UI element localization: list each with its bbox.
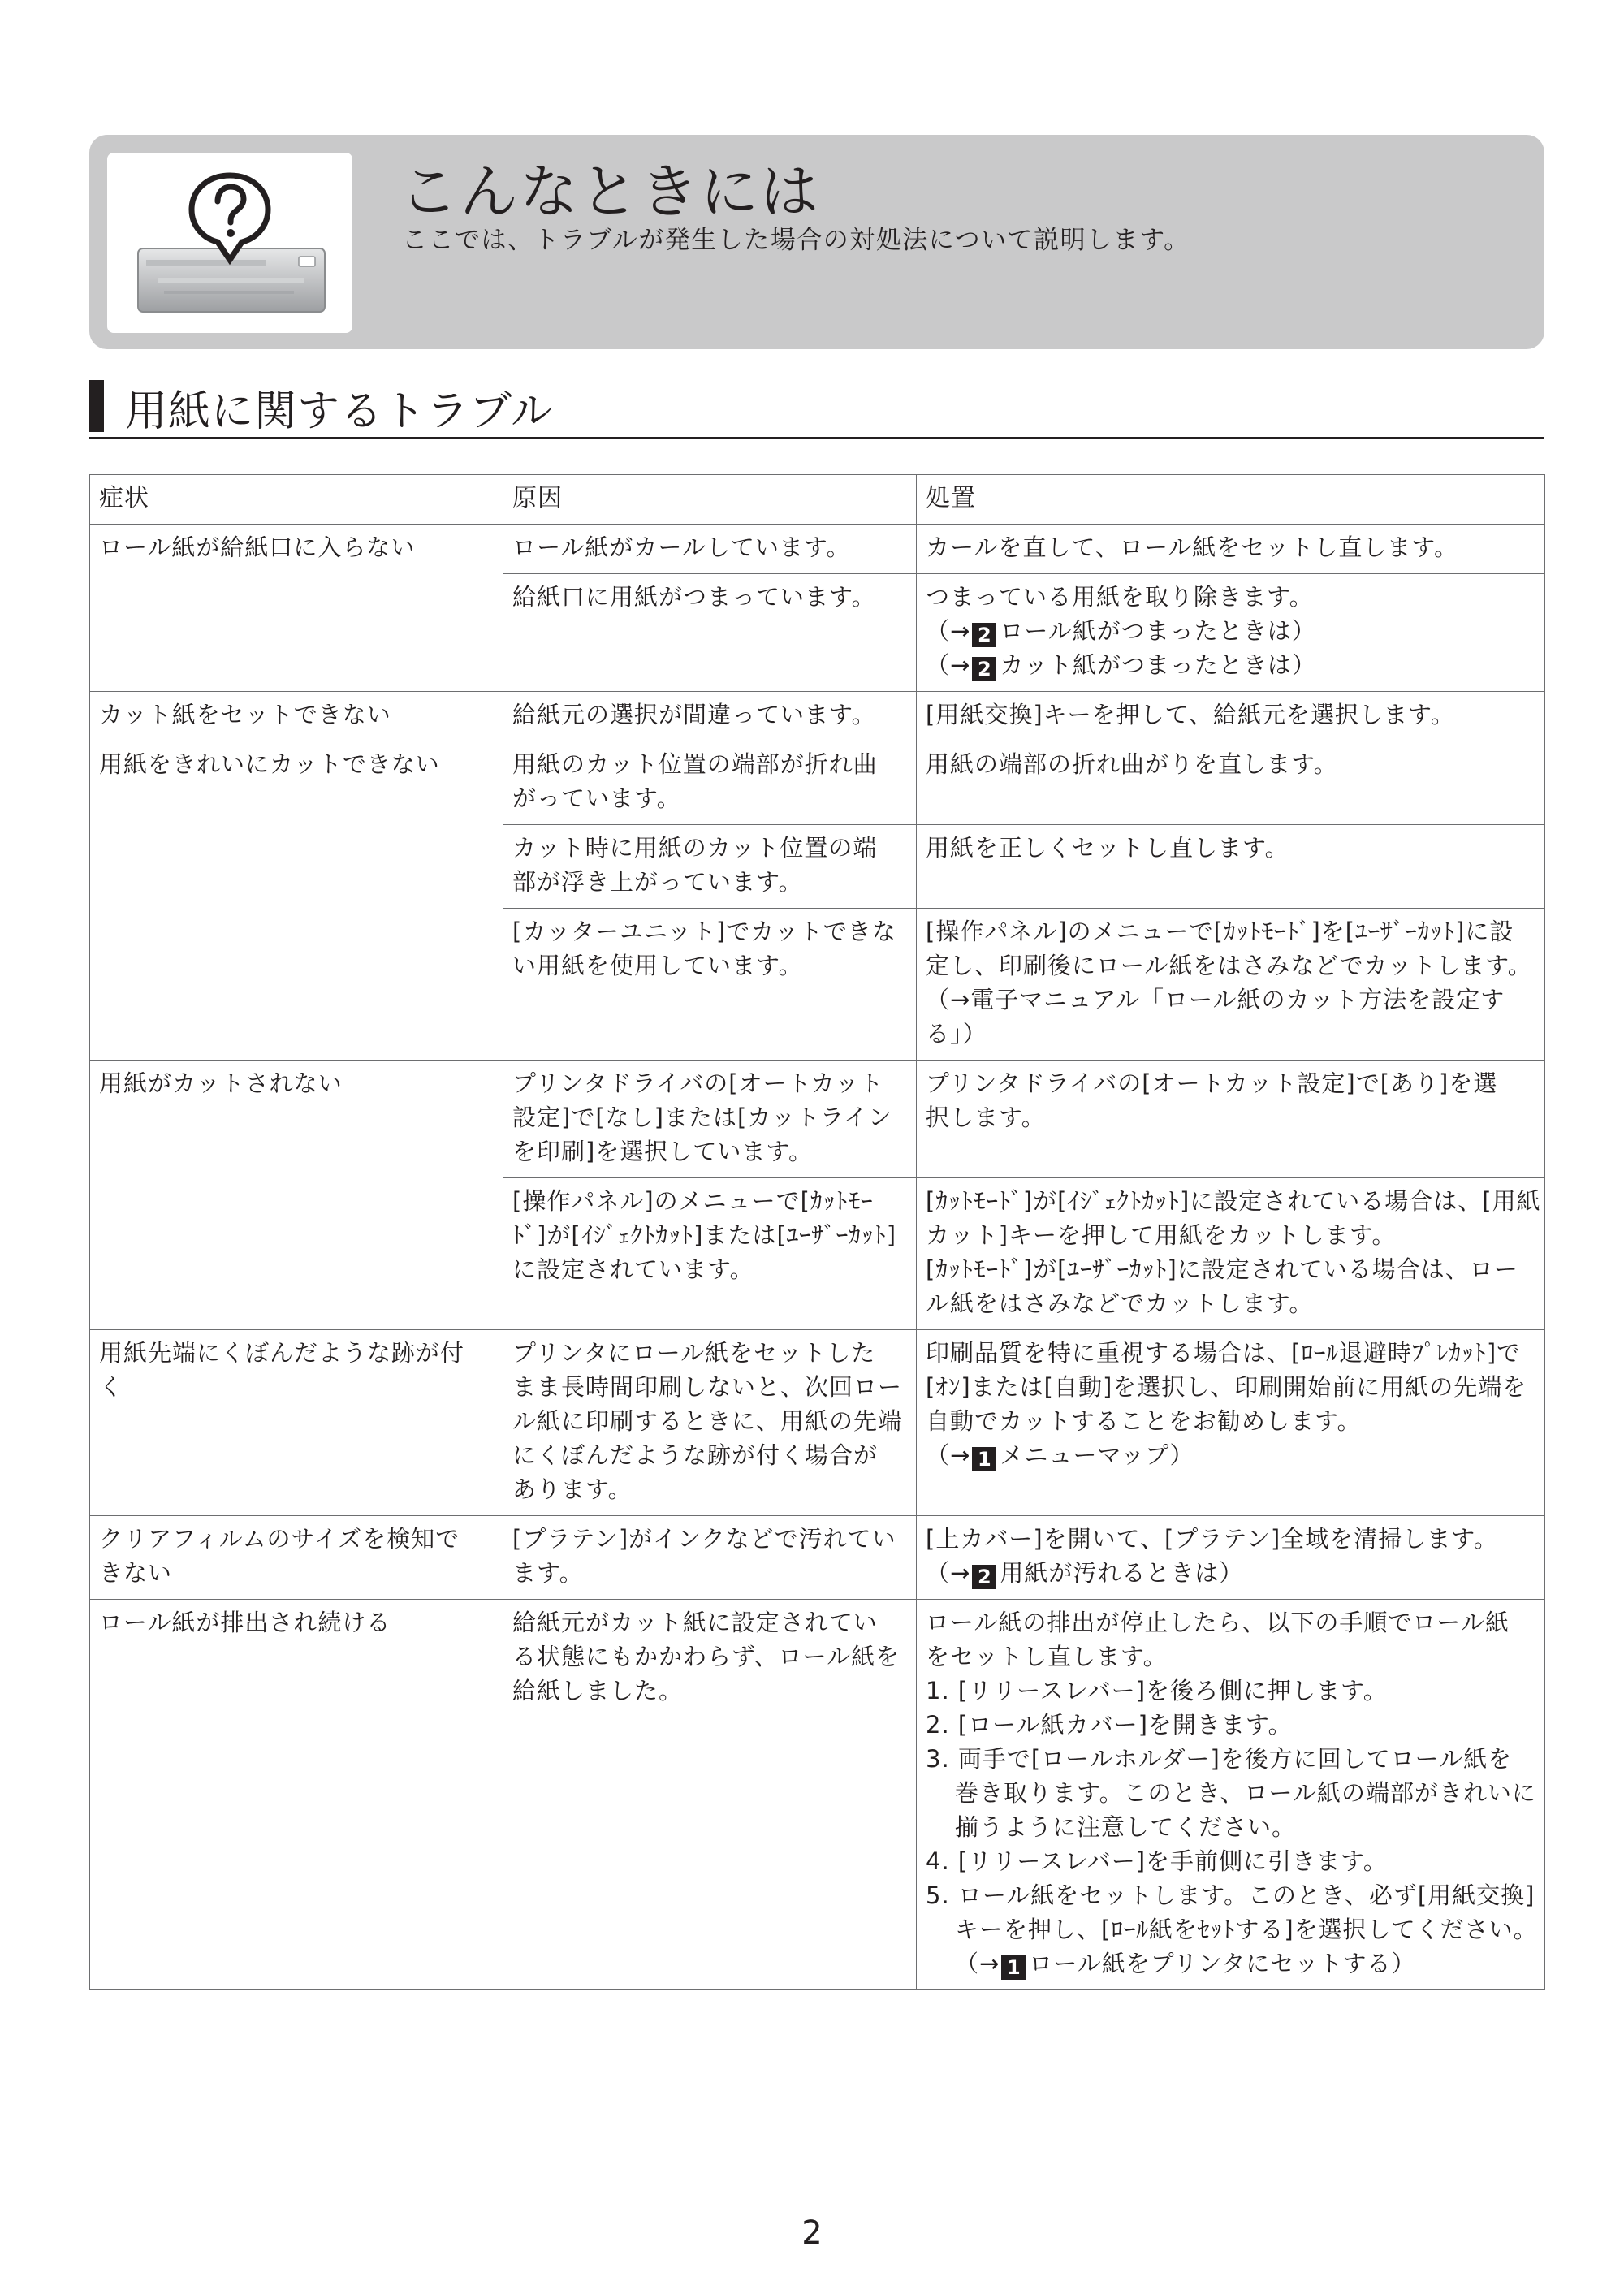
symptom-cell [90, 692, 503, 741]
cause-text: 給紙元の選択が間違っています。 [512, 701, 876, 728]
table-row [90, 1330, 1545, 1516]
reference-text: ロール紙をプリンタにセットする） [1029, 1950, 1416, 1977]
remedy-text: [ｶｯﾄﾓｰﾄﾞ]が[ｲｼﾞｪｸﾄｶｯﾄ]に設定されている場合は、[用紙 [926, 1187, 1541, 1215]
page-title: こんなときには [400, 158, 821, 226]
cause-text: ル紙に印刷するときに、用紙の先端 [512, 1407, 903, 1435]
cause-cell [503, 1516, 917, 1600]
cause-text: にくぼんだような跡が付く場合が [512, 1441, 879, 1469]
remedy-text: プリンタドライバの[オートカット設定]で[あり]を選 [926, 1069, 1498, 1097]
symptom-text: ロール紙が排出され続ける [99, 1609, 391, 1636]
procedure-step: 3. 両手で[ロールホルダー]を後方に回してロール紙を [926, 1745, 1513, 1773]
remedy-text: 定し、印刷後にロール紙をはさみなどでカットします。 [926, 952, 1532, 979]
remedy-text: [用紙交換]キーを押して、給紙元を選択します。 [926, 701, 1455, 728]
cause-text: [カッターユニット]でカットできな [512, 918, 896, 945]
table-row [90, 741, 1545, 825]
chapter-badge: 2 [972, 657, 996, 681]
remedy-cell [917, 1600, 1545, 1990]
cause-text: い用紙を使用しています。 [512, 952, 803, 979]
page-description: ここでは、トラブルが発生した場合の対処法について説明します。 [402, 226, 1190, 255]
manual-reference-link[interactable]: （→電子マニュアル「ロール紙のカット方法を設定す [926, 986, 1505, 1013]
remedy-text: [ｵﾝ]または[自動]を選択し、印刷開始前に用紙の先端を [926, 1373, 1527, 1401]
cause-text: る状態にもかかわらず、ロール紙を [512, 1643, 901, 1670]
help-printer-icon [107, 153, 352, 333]
reference-open: （→ [926, 617, 971, 645]
cause-text: まま長時間印刷しないと、次回ロー [512, 1373, 903, 1401]
remedy-cell [917, 1330, 1545, 1516]
symptom-text: きない [99, 1559, 173, 1587]
cause-text: ﾄﾞ]が[ｲｼﾞｪｸﾄｶｯﾄ]または[ﾕｰｻﾞｰｶｯﾄ] [512, 1221, 897, 1249]
remedy-cell [917, 574, 1545, 692]
symptom-cell [90, 1061, 503, 1330]
cause-text: プリンタにロール紙をセットした [512, 1339, 876, 1367]
cause-cell [503, 692, 917, 741]
cause-text: ます。 [512, 1559, 584, 1587]
cause-cell [503, 525, 917, 574]
cause-text: に設定されています。 [512, 1255, 754, 1283]
table-row [90, 1600, 1545, 1990]
remedy-text: [上カバー]を開いて、[プラテン]全域を清掃します。 [926, 1525, 1498, 1553]
chapter-badge: 2 [972, 1565, 996, 1589]
cause-text: 設定]で[なし]または[カットライン [512, 1104, 893, 1131]
cause-cell [503, 825, 917, 909]
symptom-text: く [99, 1373, 124, 1401]
table-row [90, 525, 1545, 574]
section-title: 用紙に関するトラブル [125, 387, 554, 436]
header-symptom: 症状 [90, 475, 503, 525]
remedy-cell [917, 741, 1545, 825]
cause-text: プリンタドライバの[オートカット [512, 1069, 884, 1097]
procedure-step-continuation: 巻き取ります。このとき、ロール紙の端部がきれいに [955, 1779, 1536, 1807]
cause-text: を印刷]を選択しています。 [512, 1138, 813, 1165]
header-remedy: 処置 [917, 475, 1545, 525]
remedy-text: 自動でカットすることをお勧めします。 [926, 1407, 1362, 1435]
symptom-text: クリアフィルムのサイズを検知で [99, 1525, 460, 1553]
cause-cell [503, 1330, 917, 1516]
remedy-text: 印刷品質を特に重視する場合は、[ﾛｰﾙ退避時ﾌﾟﾚｶｯﾄ]で [926, 1339, 1522, 1367]
symptom-cell [90, 1516, 503, 1600]
remedy-text: つまっている用紙を取り除きます。 [926, 583, 1314, 611]
cause-cell [503, 909, 917, 1061]
cause-text: がっています。 [512, 784, 681, 812]
symptom-cell [90, 741, 503, 1061]
reference-open: （→ [926, 1559, 971, 1587]
remedy-text: ロール紙の排出が停止したら、以下の手順でロール紙 [926, 1609, 1510, 1636]
symptom-text: 用紙先端にくぼんだような跡が付 [99, 1339, 465, 1367]
section-heading [89, 378, 1544, 439]
trouble-table [89, 474, 1545, 1990]
cause-text: 用紙のカット位置の端部が折れ曲 [512, 750, 878, 778]
symptom-text: 用紙をきれいにカットできない [99, 750, 440, 778]
reference-link[interactable] [926, 1946, 1535, 1981]
table-row [90, 1061, 1545, 1178]
cause-text: 部が浮き上がっています。 [512, 868, 803, 896]
reference-text: メニューマップ） [1000, 1441, 1194, 1469]
cause-text: 給紙口に用紙がつまっています。 [512, 583, 876, 611]
cause-text: あります。 [512, 1475, 633, 1503]
reference-open: （→ [926, 1441, 971, 1469]
manual-reference-link[interactable]: る」） [926, 1020, 987, 1048]
symptom-text: 用紙がカットされない [99, 1069, 343, 1097]
cause-cell [503, 1178, 917, 1330]
remedy-cell [917, 1516, 1545, 1600]
procedure-step: 1. [リリースレバー]を後ろ側に押します。 [926, 1677, 1388, 1704]
symptom-text: ロール紙が給紙口に入らない [99, 534, 416, 561]
cause-text: 給紙しました。 [512, 1677, 684, 1704]
chapter-badge: 2 [972, 623, 996, 647]
reference-link[interactable] [926, 614, 1535, 648]
table-row [90, 692, 1545, 741]
symptom-cell [90, 1600, 503, 1990]
remedy-text: ル紙をはさみなどでカットします。 [926, 1290, 1314, 1317]
cause-text: カット時に用紙のカット位置の端 [512, 834, 878, 862]
table-header-row [90, 475, 1545, 525]
cause-text: [プラテン]がインクなどで汚れてい [512, 1525, 896, 1553]
reference-text: ロール紙がつまったときは） [1000, 617, 1316, 645]
remedy-text: [ｶｯﾄﾓｰﾄﾞ]が[ﾕｰｻﾞｰｶｯﾄ]に設定されている場合は、ロー [926, 1255, 1518, 1283]
section-marker [89, 380, 104, 432]
cause-cell [503, 741, 917, 825]
reference-link[interactable] [926, 648, 1535, 682]
chapter-badge: 1 [972, 1447, 996, 1471]
reference-text: カット紙がつまったときは） [1000, 651, 1317, 679]
remedy-cell [917, 1178, 1545, 1330]
remedy-text: 択します。 [926, 1104, 1046, 1131]
procedure-step: 2. [ロール紙カバー]を開きます。 [926, 1711, 1293, 1739]
reference-link[interactable] [926, 1556, 1535, 1590]
procedure-step-continuation: 揃うように注意してください。 [955, 1813, 1297, 1841]
cause-cell [503, 574, 917, 692]
header-cause: 原因 [503, 475, 917, 525]
page-number: 2 [801, 2214, 823, 2252]
reference-open: （→ [926, 651, 971, 679]
cause-cell [503, 1600, 917, 1990]
remedy-cell [917, 692, 1545, 741]
cause-text: 給紙元がカット紙に設定されてい [512, 1609, 878, 1636]
chapter-badge: 1 [1001, 1955, 1026, 1980]
remedy-text: 用紙の端部の折れ曲がりを直します。 [926, 750, 1338, 778]
symptom-cell [90, 525, 503, 692]
remedy-text: 用紙を正しくセットし直します。 [926, 834, 1289, 862]
procedure-step: 4. [リリースレバー]を手前側に引きます。 [926, 1847, 1388, 1875]
remedy-text: カット]キーを押して用紙をカットします。 [926, 1221, 1397, 1249]
remedy-text: カールを直して、ロール紙をセットし直します。 [926, 534, 1458, 561]
remedy-cell [917, 1061, 1545, 1178]
procedure-step: 5. ロール紙をセットします。このとき、必ず[用紙交換] [926, 1881, 1535, 1909]
cause-text: ロール紙がカールしています。 [512, 534, 851, 561]
procedure-step-continuation: キーを押し、[ﾛｰﾙ紙をｾｯﾄする]を選択してください。 [955, 1916, 1538, 1943]
symptom-text: カット紙をセットできない [99, 701, 391, 728]
table-row [90, 1516, 1545, 1600]
reference-open: （→ [955, 1950, 1000, 1977]
remedy-cell [917, 525, 1545, 574]
reference-text: 用紙が汚れるときは） [1000, 1559, 1244, 1587]
cause-text: [操作パネル]のメニューで[ｶｯﾄﾓｰ [512, 1187, 874, 1215]
remedy-cell [917, 909, 1545, 1061]
remedy-text: [操作パネル]のメニューで[ｶｯﾄﾓｰﾄﾞ]を[ﾕｰｻﾞｰｶｯﾄ]に設 [926, 918, 1514, 945]
remedy-cell [917, 825, 1545, 909]
cause-cell [503, 1061, 917, 1178]
remedy-text: をセットし直します。 [926, 1643, 1168, 1670]
symptom-cell [90, 1330, 503, 1516]
header-banner [89, 135, 1544, 349]
reference-link[interactable] [926, 1438, 1535, 1472]
